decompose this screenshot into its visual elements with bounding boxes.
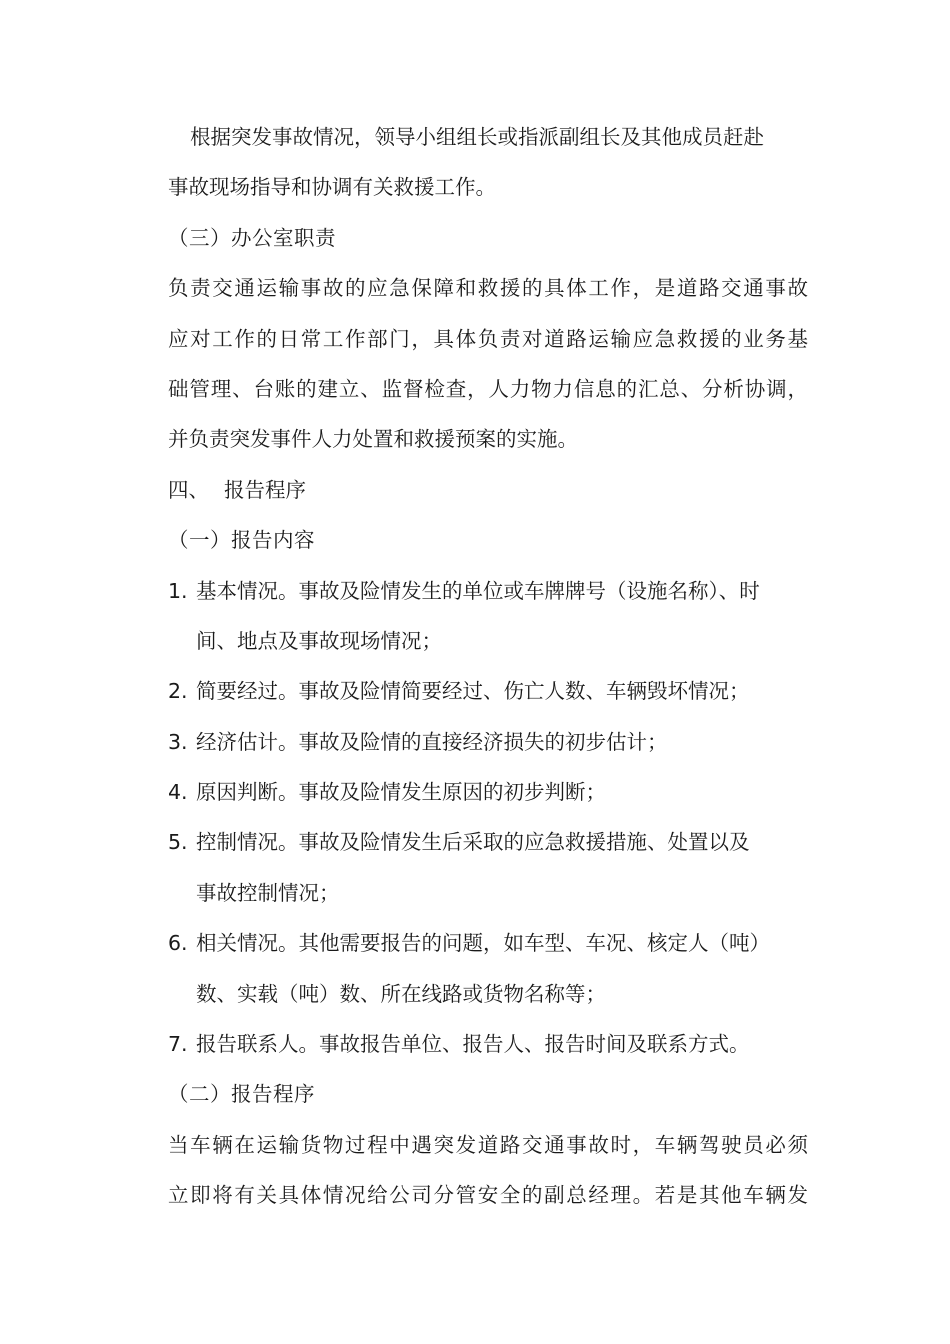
list-item xyxy=(168,1019,808,1069)
paragraph-line xyxy=(168,314,808,364)
paragraph-text: 应对工作的日常工作部门，具体负责对道路运输应急救援的业务基 xyxy=(168,326,808,351)
list-item-text: 报告联系人。事故报告单位、报告人、报告时间及联系方式。 xyxy=(196,1032,750,1057)
document-body xyxy=(168,112,808,1221)
subsection-heading xyxy=(168,515,808,565)
paragraph-line xyxy=(168,112,808,162)
section-title xyxy=(168,465,808,515)
paragraph-line xyxy=(168,263,808,313)
list-item xyxy=(168,717,808,767)
list-item xyxy=(168,767,808,817)
list-item-number: 7. xyxy=(168,1032,188,1057)
list-item-text: 原因判断。事故及险情发生原因的初步判断； xyxy=(196,780,606,805)
list-item-number: 5. xyxy=(168,830,188,855)
paragraph-text: 当车辆在运输货物过程中遇突发道路交通事故时，车辆驾驶员必须 xyxy=(168,1132,808,1157)
paragraph-text: 负责交通运输事故的应急保障和救援的具体工作，是道路交通事故 xyxy=(168,276,808,301)
list-item xyxy=(168,918,808,968)
list-item-text: 经济估计。事故及险情的直接经济损失的初步估计； xyxy=(196,729,668,754)
list-item-text: 简要经过。事故及险情简要经过、伤亡人数、车辆毁坏情况； xyxy=(196,679,750,704)
subsection-heading xyxy=(168,1069,808,1119)
heading-text: （一）报告内容 xyxy=(168,528,315,553)
paragraph-text: 础管理、台账的建立、监督检查，人力物力信息的汇总、分析协调， xyxy=(168,376,808,401)
list-item-text: 数、实载（吨）数、所在线路或货物名称等； xyxy=(196,981,606,1006)
list-item-text: 基本情况。事故及险情发生的单位或车牌牌号（设施名称）、时 xyxy=(196,578,760,603)
list-item xyxy=(168,666,808,716)
list-item xyxy=(168,566,808,616)
paragraph-text: 立即将有关具体情况给公司分管安全的副总经理。若是其他车辆发 xyxy=(168,1183,808,1208)
section-number: 四、 xyxy=(168,477,209,502)
list-item-number: 4. xyxy=(168,780,188,805)
list-item-text: 相关情况。其他需要报告的问题，如车型、车况、核定人（吨） xyxy=(196,931,770,956)
paragraph-line xyxy=(168,162,808,212)
paragraph-line xyxy=(168,1120,808,1170)
list-item-text: 间、地点及事故现场情况； xyxy=(196,628,442,653)
paragraph-line xyxy=(168,1170,808,1220)
list-item xyxy=(168,817,808,867)
list-item-number: 1. xyxy=(168,578,188,603)
paragraph-line xyxy=(168,414,808,464)
paragraph-text: 并负责突发事件人力处置和救援预案的实施。 xyxy=(168,427,578,452)
paragraph-text: 根据突发事故情况，领导小组组长或指派副组长及其他成员赶赴 xyxy=(190,125,764,149)
heading-text: （三）办公室职责 xyxy=(168,225,336,250)
paragraph-text: 事故现场指导和协调有关救援工作。 xyxy=(168,175,496,200)
list-item-number: 6. xyxy=(168,931,188,956)
list-item-number: 2. xyxy=(168,679,188,704)
list-item-number: 3. xyxy=(168,729,188,754)
section-title-text: 报告程序 xyxy=(224,477,306,502)
list-item-text: 事故控制情况； xyxy=(196,880,340,905)
list-item-continuation xyxy=(168,616,808,666)
list-item-continuation xyxy=(168,969,808,1019)
section-heading xyxy=(168,213,808,263)
paragraph-line xyxy=(168,364,808,414)
list-item-text: 控制情况。事故及险情发生后采取的应急救援措施、处置以及 xyxy=(196,830,750,855)
heading-text: （二）报告程序 xyxy=(168,1082,315,1107)
list-item-continuation xyxy=(168,868,808,918)
